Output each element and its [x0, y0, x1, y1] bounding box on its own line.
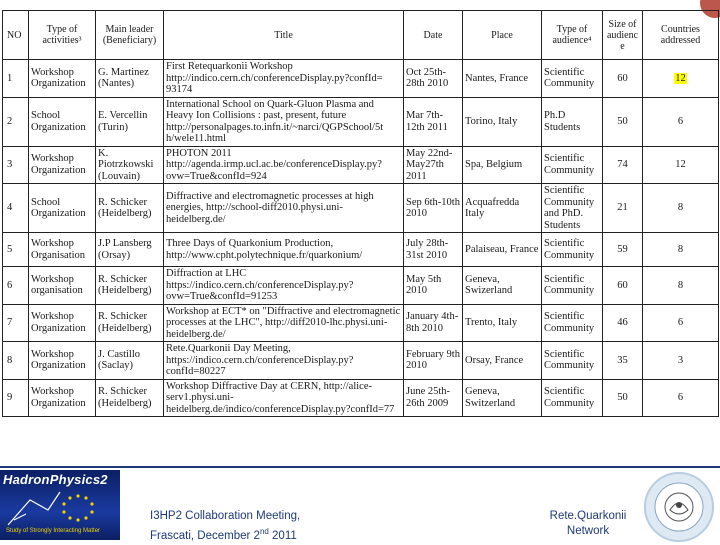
- network-caption: [548, 509, 628, 539]
- cell-leader: [96, 233, 164, 267]
- audience-text: Scientific Community: [544, 238, 595, 261]
- countries-text: 12: [675, 159, 686, 170]
- type-text: Workshop Organization: [31, 386, 86, 409]
- cell-type: [29, 60, 96, 98]
- no-text: 6: [7, 279, 13, 291]
- cell-size: [603, 267, 643, 305]
- date-text: February 9th 2010: [406, 348, 460, 372]
- cell-size: [603, 233, 643, 267]
- cell-title: [164, 60, 404, 98]
- title-text: Rete.Quarkonii Day Meeting, https://indico.cern.ch/conferenceDisplay.py?confId=80227: [166, 343, 354, 377]
- logo-title: HadronPhysics2: [3, 472, 108, 487]
- table-row: [3, 97, 719, 146]
- leader-text: E. Vercellin (Turin): [98, 110, 148, 133]
- type-text: Workshop Organization: [31, 153, 86, 176]
- cell-leader: [96, 267, 164, 305]
- table-body: [3, 60, 719, 417]
- date-text: May 22nd-May27th 2011: [406, 147, 453, 182]
- table-row: [3, 233, 719, 267]
- table-header-row: [3, 11, 719, 60]
- leader-text: J. Castillo (Saclay): [98, 348, 141, 372]
- table-row: [3, 304, 719, 342]
- header-place: Place: [463, 11, 542, 60]
- cell-date: [404, 60, 463, 98]
- cell-audience: [542, 267, 603, 305]
- cell-place: [463, 342, 542, 380]
- cell-title: [164, 184, 404, 233]
- audience-text: Scientific Community: [544, 153, 595, 176]
- no-text: 9: [7, 392, 13, 403]
- title-text: PHOTON 2011 http://agenda.irmp.ucl.ac.be/conferenceDisplay.py?ovw=True&confId=924: [166, 147, 382, 182]
- place-text: Orsay, France: [465, 354, 524, 366]
- cell-no: [3, 146, 29, 184]
- place-text: Acquafredda Italy: [465, 196, 520, 219]
- size-text: 35: [617, 354, 628, 366]
- cell-countries: [643, 184, 719, 233]
- seal-icon: [646, 474, 712, 540]
- cell-type: [29, 146, 96, 184]
- date-text: Mar 7th-12th 2011: [406, 110, 448, 133]
- cell-no: [3, 267, 29, 305]
- cell-no: [3, 379, 29, 417]
- cell-leader: [96, 342, 164, 380]
- type-text: Workshop Organisation: [31, 238, 86, 261]
- meeting-line-1: I3HP2 Collaboration Meeting,: [150, 510, 301, 522]
- cell-no: [3, 60, 29, 98]
- cell-date: [404, 97, 463, 146]
- audience-text: Scientific Community: [544, 348, 595, 372]
- activities-table: [2, 10, 719, 417]
- cell-title: [164, 342, 404, 380]
- countries-text: 3: [677, 354, 684, 366]
- cell-countries: [643, 146, 719, 184]
- place-text: Palaiseau, France: [465, 243, 539, 255]
- size-text: 46: [617, 317, 628, 328]
- cell-type: [29, 379, 96, 417]
- cell-type: [29, 184, 96, 233]
- hadronphysics2-logo: [0, 470, 120, 540]
- cell-countries: [643, 97, 719, 146]
- cell-countries: [643, 60, 719, 98]
- cell-leader: [96, 97, 164, 146]
- cell-type: [29, 233, 96, 267]
- cell-type: [29, 342, 96, 380]
- cell-date: [404, 233, 463, 267]
- header-date: Date: [404, 11, 463, 60]
- title-text: Three Days of Quarkonium Production, http://www.cpht.polytechnique.fr/quarkonium/: [166, 238, 363, 261]
- no-text: 7: [7, 317, 13, 328]
- audience-text: Ph.D Students: [544, 110, 581, 133]
- table-row: [3, 60, 719, 98]
- cell-size: [603, 97, 643, 146]
- leader-text: R. Schicker (Heidelberg): [98, 196, 152, 219]
- size-text: 59: [617, 243, 628, 255]
- logo-subtitle: Study of Strongly Interacting Matter: [6, 528, 101, 534]
- no-text: 2: [7, 115, 13, 127]
- cell-no: [3, 97, 29, 146]
- cell-title: [164, 379, 404, 417]
- cell-size: [603, 342, 643, 380]
- place-text: Nantes, France: [465, 72, 528, 84]
- table-row: [3, 146, 719, 184]
- type-text: Workshop organisation: [31, 273, 83, 297]
- leader-text: R. Schicker (Heidelberg): [98, 386, 152, 409]
- title-text: Diffraction at LHC https://indico.cern.ch/conferenceDisplay.py?ovw=True&confId=91253: [166, 268, 354, 302]
- date-text: July 28th-31st 2010: [406, 238, 449, 261]
- header-type: Type of activities³: [29, 11, 96, 60]
- cell-date: [404, 304, 463, 342]
- no-text: 8: [7, 354, 13, 366]
- size-text: 60: [617, 279, 628, 291]
- leader-text: K. Piotrzkowski (Louvain): [98, 147, 154, 182]
- leader-text: R. Schicker (Heidelberg): [98, 273, 152, 297]
- title-text: Diffractive and electromagnetic processes at high energies, http://school-diff2010.physi.uni-heidelberg.de/: [166, 190, 374, 225]
- size-text: 50: [617, 115, 628, 127]
- countries-text: 12: [675, 72, 686, 84]
- network-line-1: Rete.Quarkonii: [549, 510, 627, 522]
- title-text: Workshop Diffractive Day at CERN, http://alice-serv1.physi.uni-heidelberg.de/indico/conferenceDisplay.py?confId=77: [166, 380, 395, 415]
- countries-text: 6: [677, 392, 684, 403]
- date-text: June 25th-26th 2009: [406, 386, 451, 409]
- size-text: 60: [617, 72, 628, 84]
- audience-text: Scientific Community: [544, 66, 595, 90]
- cell-place: [463, 233, 542, 267]
- cell-leader: [96, 304, 164, 342]
- cell-size: [603, 60, 643, 98]
- place-text: Geneva, Switzerland: [465, 386, 516, 409]
- type-text: Workshop Organization: [31, 311, 86, 334]
- type-text: Workshop Organization: [31, 66, 86, 90]
- countries-text: 6: [677, 115, 684, 127]
- cell-type: [29, 304, 96, 342]
- type-text: Workshop Organization: [31, 348, 86, 372]
- header-leader: Main leader (Beneficiary): [96, 11, 164, 60]
- cell-countries: [643, 379, 719, 417]
- audience-text: Scientific Community and PhD. Students: [544, 185, 595, 231]
- place-text: Trento, Italy: [465, 317, 518, 328]
- size-text: 21: [617, 202, 628, 214]
- leader-text: G. Martinez (Nantes): [98, 66, 149, 90]
- cell-date: [404, 184, 463, 233]
- place-text: Geneva, Swizerland: [465, 273, 513, 297]
- cell-place: [463, 379, 542, 417]
- cell-leader: [96, 60, 164, 98]
- cell-title: [164, 233, 404, 267]
- no-text: 4: [7, 202, 13, 214]
- cell-type: [29, 97, 96, 146]
- cell-date: [404, 146, 463, 184]
- cell-leader: [96, 379, 164, 417]
- cell-place: [463, 60, 542, 98]
- cell-date: [404, 267, 463, 305]
- date-text: Sep 6th-10th 2010: [406, 196, 460, 219]
- cell-audience: [542, 97, 603, 146]
- size-text: 74: [617, 159, 628, 170]
- cell-audience: [542, 233, 603, 267]
- cell-title: [164, 304, 404, 342]
- header-audience: Type of audience⁴: [542, 11, 603, 60]
- table-row: [3, 379, 719, 417]
- leader-text: J.P Lansberg (Orsay): [98, 238, 152, 261]
- title-text: International School on Quark-Gluon Plasma and Heavy Ion Collisions : past, present, future http://personalpages.to.infn.it/~narci/QGPSchool/5t h/wele11.html: [166, 98, 384, 144]
- cell-no: [3, 342, 29, 380]
- cell-audience: [542, 304, 603, 342]
- type-text: School Organization: [31, 196, 86, 219]
- leader-text: R. Schicker (Heidelberg): [98, 311, 152, 334]
- cell-place: [463, 184, 542, 233]
- header-no: NO: [3, 11, 29, 60]
- cell-countries: [643, 342, 719, 380]
- cell-leader: [96, 184, 164, 233]
- cell-place: [463, 304, 542, 342]
- title-text: Workshop at ECT* on "Diffractive and electromagnetic processes at the LHC", http://diff2010-lhc.physi.uni-heidelberg.de/: [166, 305, 401, 340]
- cell-title: [164, 267, 404, 305]
- countries-text: 6: [677, 317, 684, 328]
- no-text: 3: [7, 159, 13, 170]
- countries-text: 8: [677, 279, 684, 291]
- title-text: First Retequarkonii Workshop http://indico.cern.ch/conferenceDisplay.py?confId= 93174: [166, 61, 383, 95]
- place-text: Torino, Italy: [465, 115, 518, 127]
- cell-audience: [542, 184, 603, 233]
- cell-type: [29, 267, 96, 305]
- audience-text: Scientific Community: [544, 386, 595, 409]
- cell-place: [463, 97, 542, 146]
- cell-place: [463, 267, 542, 305]
- cell-audience: [542, 60, 603, 98]
- cell-audience: [542, 342, 603, 380]
- no-text: 5: [7, 243, 13, 255]
- cell-countries: [643, 304, 719, 342]
- audience-text: Scientific Community: [544, 273, 595, 297]
- size-text: 50: [617, 392, 628, 403]
- type-text: School Organization: [31, 110, 86, 133]
- cell-size: [603, 146, 643, 184]
- cell-title: [164, 146, 404, 184]
- date-text: May 5th 2010: [406, 273, 442, 297]
- table-row: [3, 267, 719, 305]
- countries-text: 8: [677, 243, 684, 255]
- cell-size: [603, 184, 643, 233]
- cell-no: [3, 233, 29, 267]
- cell-no: [3, 184, 29, 233]
- no-text: 1: [7, 72, 13, 84]
- footer-divider: [0, 466, 720, 468]
- retequarkonii-seal-logo: [644, 472, 714, 542]
- cell-title: [164, 97, 404, 146]
- cell-place: [463, 146, 542, 184]
- cell-date: [404, 379, 463, 417]
- place-text: Spa, Belgium: [465, 159, 523, 170]
- cell-size: [603, 304, 643, 342]
- meeting-line-2: Frascati, December 2nd 2011: [150, 527, 297, 542]
- cell-leader: [96, 146, 164, 184]
- cell-size: [603, 379, 643, 417]
- date-text: January 4th-8th 2010: [406, 311, 459, 334]
- cell-countries: [643, 267, 719, 305]
- cell-countries: [643, 233, 719, 267]
- cell-audience: [542, 379, 603, 417]
- header-title: Title: [164, 11, 404, 60]
- countries-text: 8: [677, 202, 684, 214]
- audience-text: Scientific Community: [544, 311, 595, 334]
- cell-no: [3, 304, 29, 342]
- network-line-2: Network: [566, 525, 610, 537]
- table-row: [3, 184, 719, 233]
- cell-audience: [542, 146, 603, 184]
- header-size: Size of audience: [603, 11, 643, 60]
- cell-date: [404, 342, 463, 380]
- date-text: Oct 25th-28th 2010: [406, 66, 449, 90]
- meeting-caption: [150, 509, 300, 544]
- header-countries: Countries addressed: [643, 11, 719, 60]
- table-row: [3, 342, 719, 380]
